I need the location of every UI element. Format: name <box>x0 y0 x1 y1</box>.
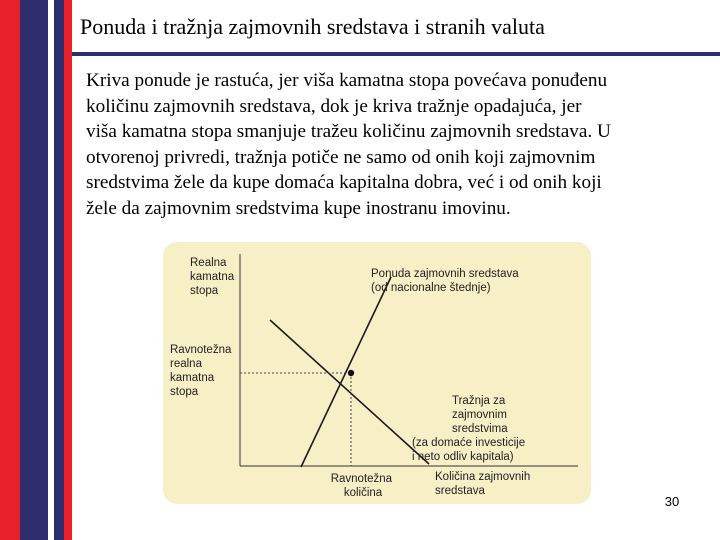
y-axis-label: Realna kamatna stopa <box>190 257 235 297</box>
supply-label: Ponuda zajmovnih sredstava (od nacionalne štednje) <box>371 268 519 294</box>
body-line: viša kamatna stopa smanjuje tražeu količinu zajmovnih sredstava. U <box>86 121 611 142</box>
equilibrium-point <box>348 370 354 376</box>
body-line: otvorenoj privredi, tražnja potiče ne samo od onih koji zajmovnim <box>86 146 596 168</box>
page-number: 30 <box>664 494 680 509</box>
slide-title: Ponuda i tražnja zajmovnih sredstava i stranih valuta <box>80 14 545 39</box>
title-underline <box>72 52 720 56</box>
body-line: Kriva ponude je rastuća, jer viša kamatna stopa povećava ponuđenu <box>86 70 608 91</box>
left-stripe-blue-thin <box>54 0 64 540</box>
left-stripe-red <box>0 0 20 540</box>
body-line: sredstvima žele da kupe domaća kapitalna dobra, već i od onih koji <box>86 172 602 193</box>
loanable-funds-diagram <box>163 242 591 504</box>
equilibrium-quantity-label: Ravnotežna količina <box>330 473 393 499</box>
left-stripe-red-thin <box>64 0 72 540</box>
left-stripe-blue <box>20 0 48 540</box>
body-line: količinu zajmovnih sredstava, dok je kriva tražnje opadajuća, jer <box>86 95 582 117</box>
equilibrium-rate-label: Ravnotežna realna kamatna stopa <box>170 344 232 398</box>
demand-label: Tražnja za zajmovnim sredstvima <box>452 395 508 435</box>
body-line: žele da zajmovnim sredstvima kupe inostranu imovinu. <box>86 197 511 219</box>
body-paragraph <box>86 68 712 232</box>
demand-note: (za domaće investicije i neto odliv kapitala) <box>412 437 526 463</box>
x-axis-label: Količina zajmovnih sredstava <box>435 471 531 497</box>
